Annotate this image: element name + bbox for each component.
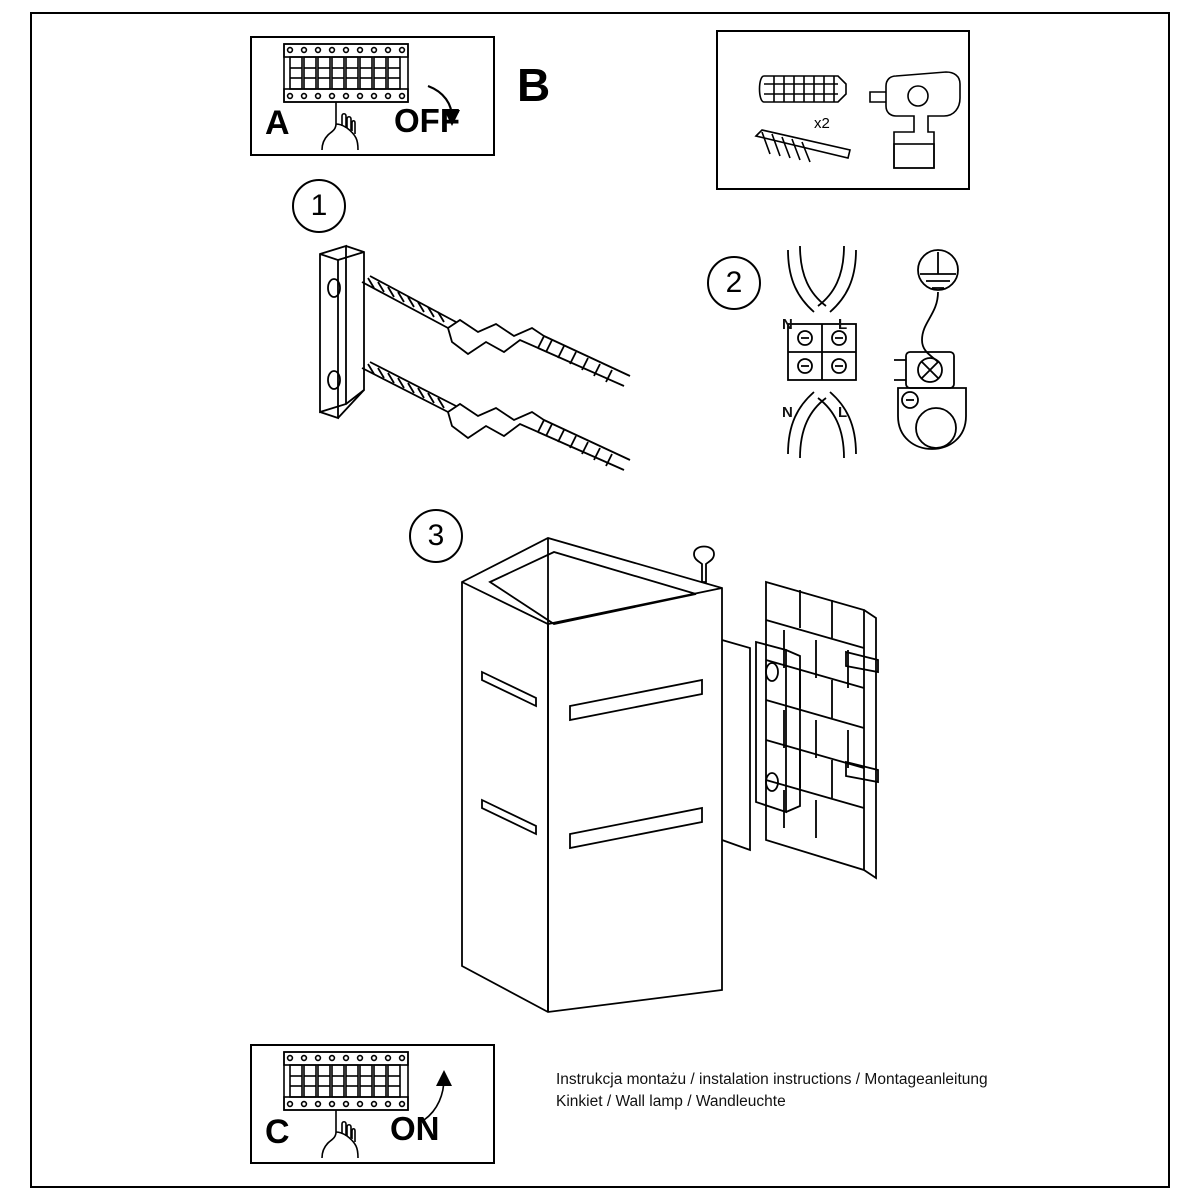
panel-a-label: A: [265, 104, 290, 142]
step-3-illustration: [450, 520, 910, 1020]
footer-title: Instrukcja montażu / instalation instructions / Montageanleitung: [556, 1071, 988, 1088]
panel-b: [716, 30, 970, 190]
panel-b-label: B: [517, 59, 551, 111]
panel-a-action-label: OFF: [394, 102, 460, 139]
step-1-illustration: [300, 240, 680, 490]
terminal-label-l-bottom: L: [838, 404, 848, 421]
footer-subtitle: Kinkiet / Wall lamp / Wandleuchte: [556, 1093, 786, 1110]
panel-c-action-label: ON: [390, 1110, 440, 1147]
terminal-label-l-top: L: [838, 316, 848, 333]
step-3-number: 3: [427, 519, 445, 552]
terminal-label-n-top: N: [782, 316, 793, 333]
step-2-badge: [707, 256, 761, 310]
step-1-number: 1: [310, 189, 328, 222]
panel-b-illustration: [718, 32, 968, 188]
panel-c-label: C: [265, 1113, 290, 1151]
step-1-badge: [292, 179, 346, 233]
step-2-number: 2: [725, 266, 743, 299]
terminal-label-n-bottom: N: [782, 404, 793, 421]
step-2-illustration: [770, 240, 990, 500]
panel-b-quantity: x2: [814, 115, 830, 132]
